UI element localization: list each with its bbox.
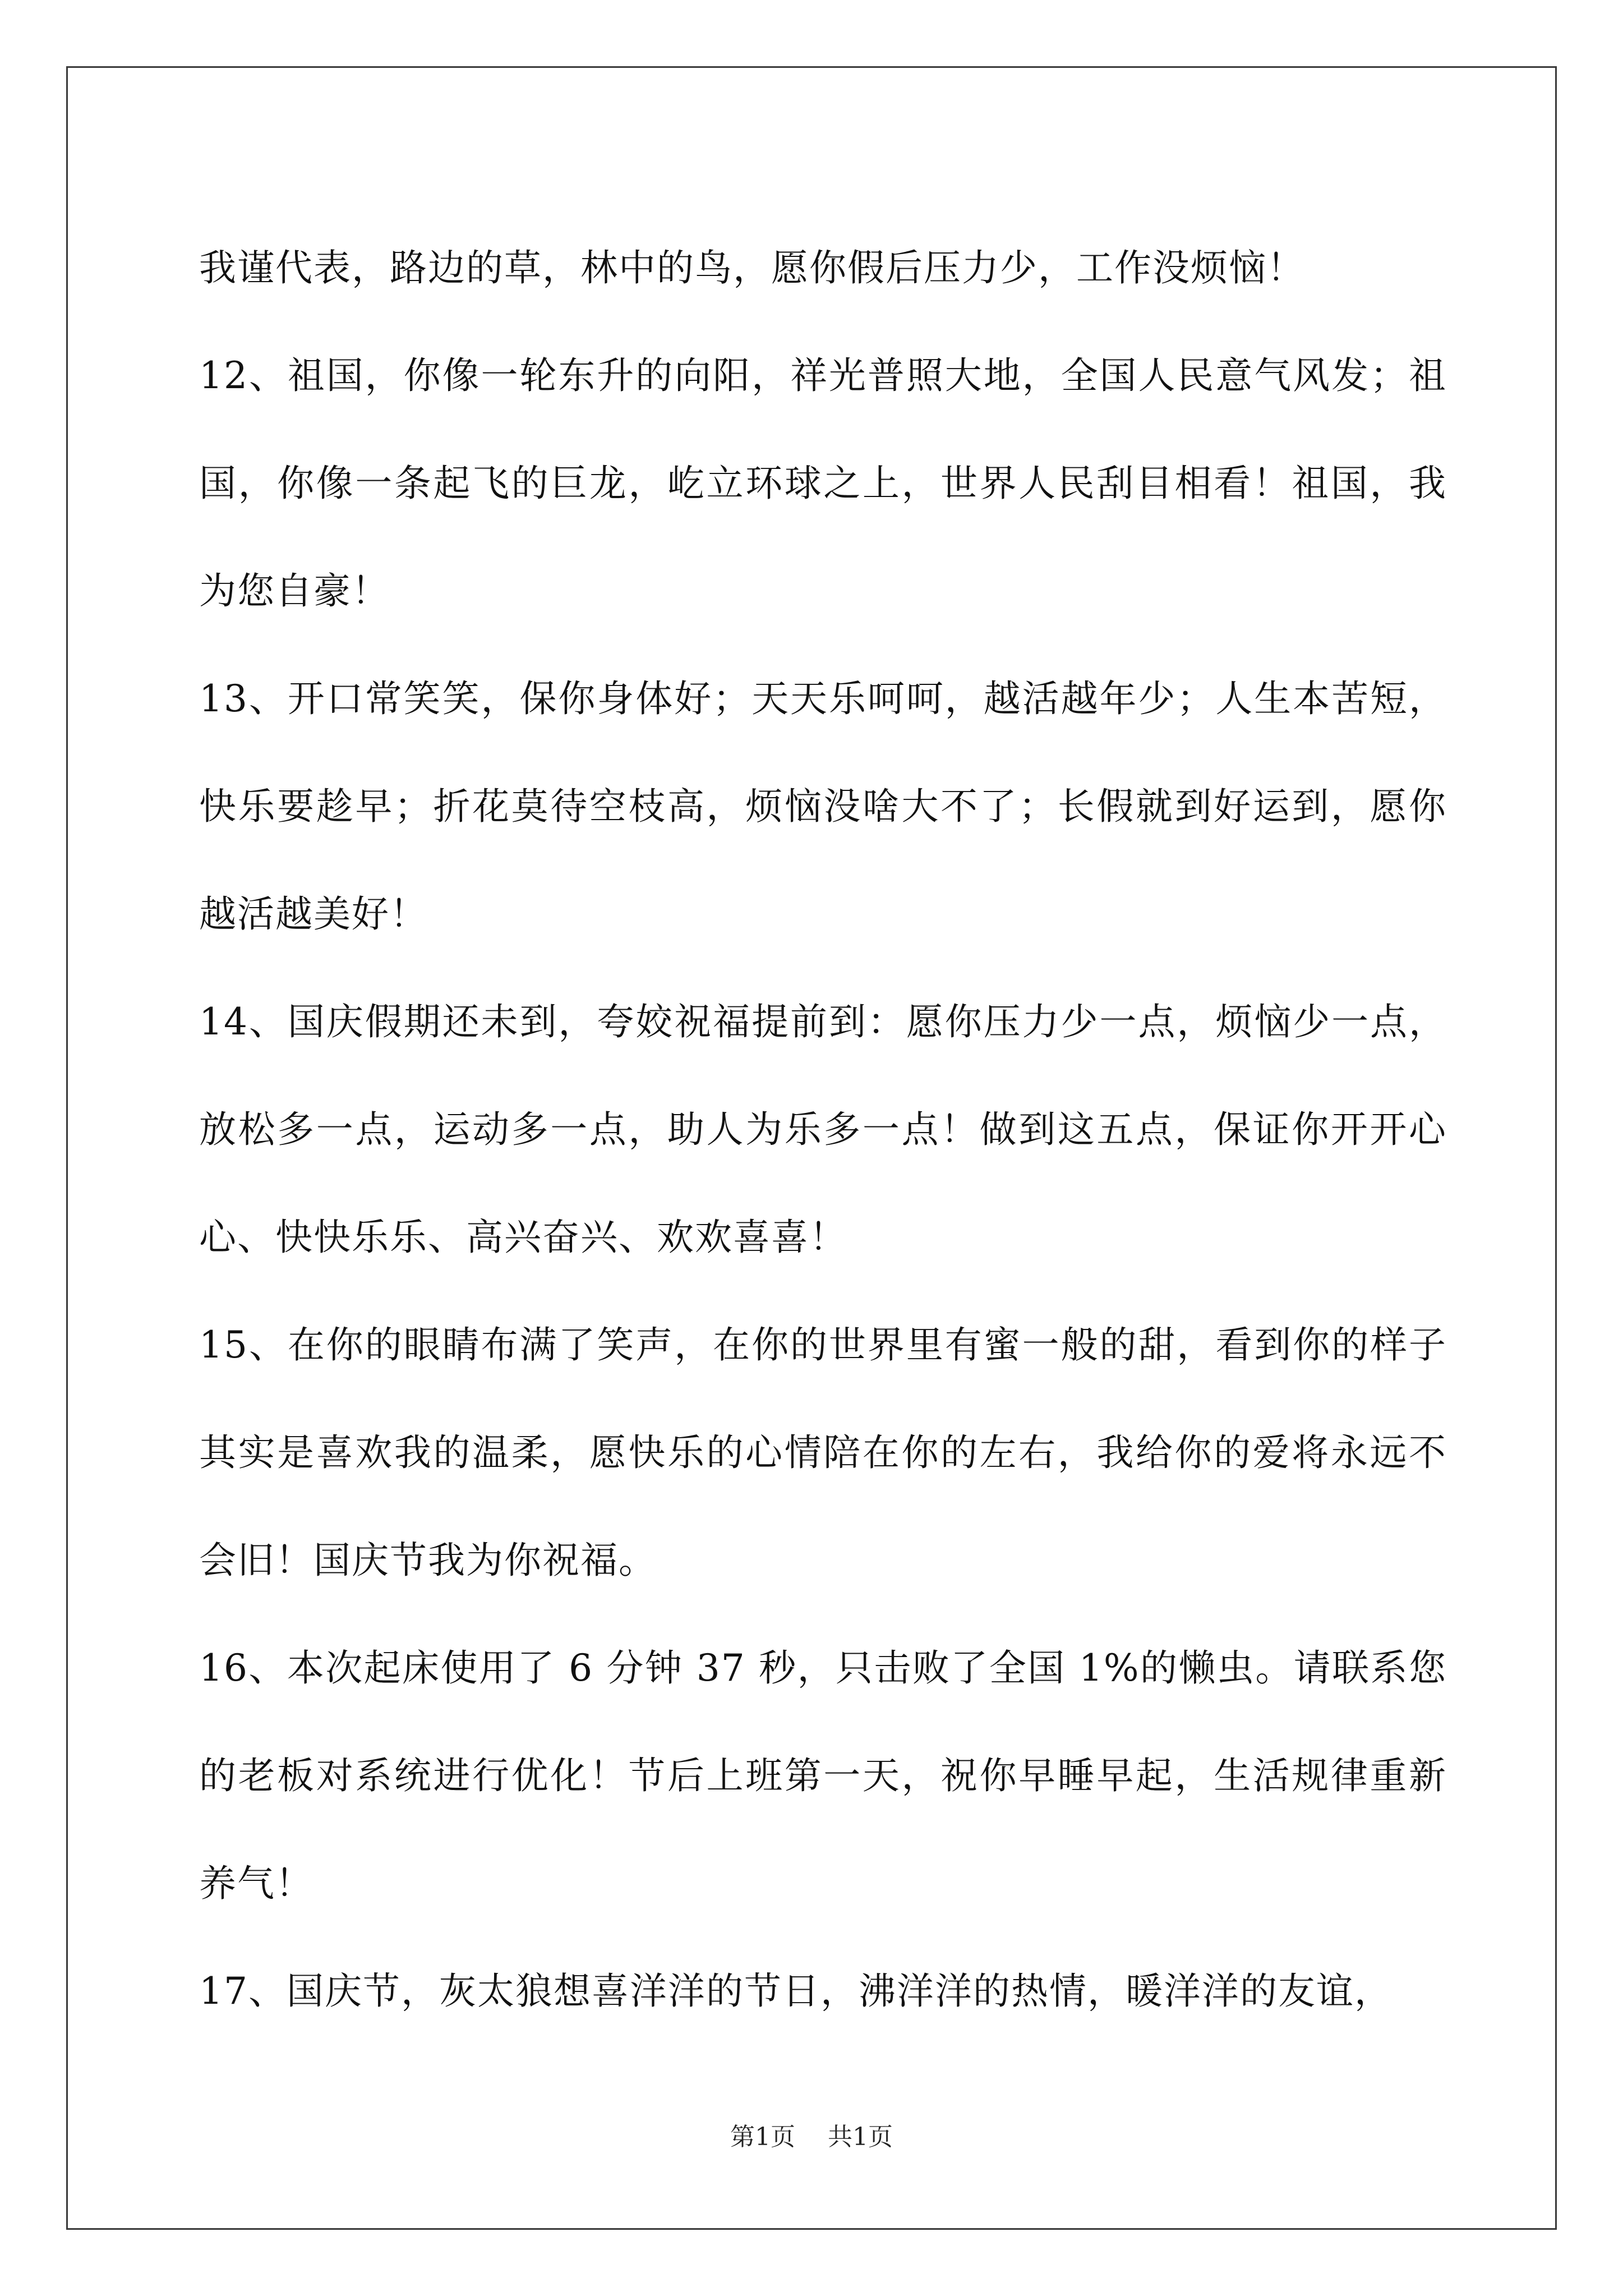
paragraph-14: 14、国庆假期还未到，夸姣祝福提前到：愿你压力少一点，烦恼少一点，放松多一点，运动多一点，助人为乐多一点！做到这五点，保证你开开心心、快快乐乐、高兴奋兴、欢欢喜喜！: [199, 1000, 1447, 1259]
paragraph-13: 13、开口常笑笑，保你身体好；天天乐呵呵，越活越年少；人生本苦短，快乐要趁早；折花莫待空枝高，烦恼没啥大不了；长假就到好运到，愿你越活越美好！: [199, 677, 1447, 936]
paragraph-17: 17、国庆节，灰太狼想喜洋洋的节日，沸洋洋的热情，暖洋洋的友谊，: [199, 1970, 1393, 2013]
paragraph-16: 16、本次起床使用了 6 分钟 37 秒，只击败了全国 1%的懒虫。请联系您的老板对系统进行优化！节后上班第一天，祝你早睡早起，生活规律重新养气！: [199, 1646, 1447, 1905]
paragraph-continuation: 我谨代表，路边的草，林中的鸟，愿你假后压力少，工作没烦恼！: [199, 246, 1305, 289]
page-number: 第1页: [730, 2123, 795, 2151]
page-total: 共1页: [828, 2123, 893, 2151]
paragraph-12: 12、祖国，你像一轮东升的向阳，祥光普照大地，全国人民意气风发；祖国，你像一条起飞的巨龙，屹立环球之上，世界人民刮目相看！祖国，我为您自豪！: [199, 354, 1447, 613]
document-body: [199, 214, 1447, 2045]
page-footer: [0, 2120, 1623, 2154]
paragraph-15: 15、在你的眼睛布满了笑声，在你的世界里有蜜一般的甜，看到你的样子其实是喜欢我的温柔，愿快乐的心情陪在你的左右，我给你的爱将永远不会旧！国庆节我为你祝福。: [199, 1323, 1447, 1582]
